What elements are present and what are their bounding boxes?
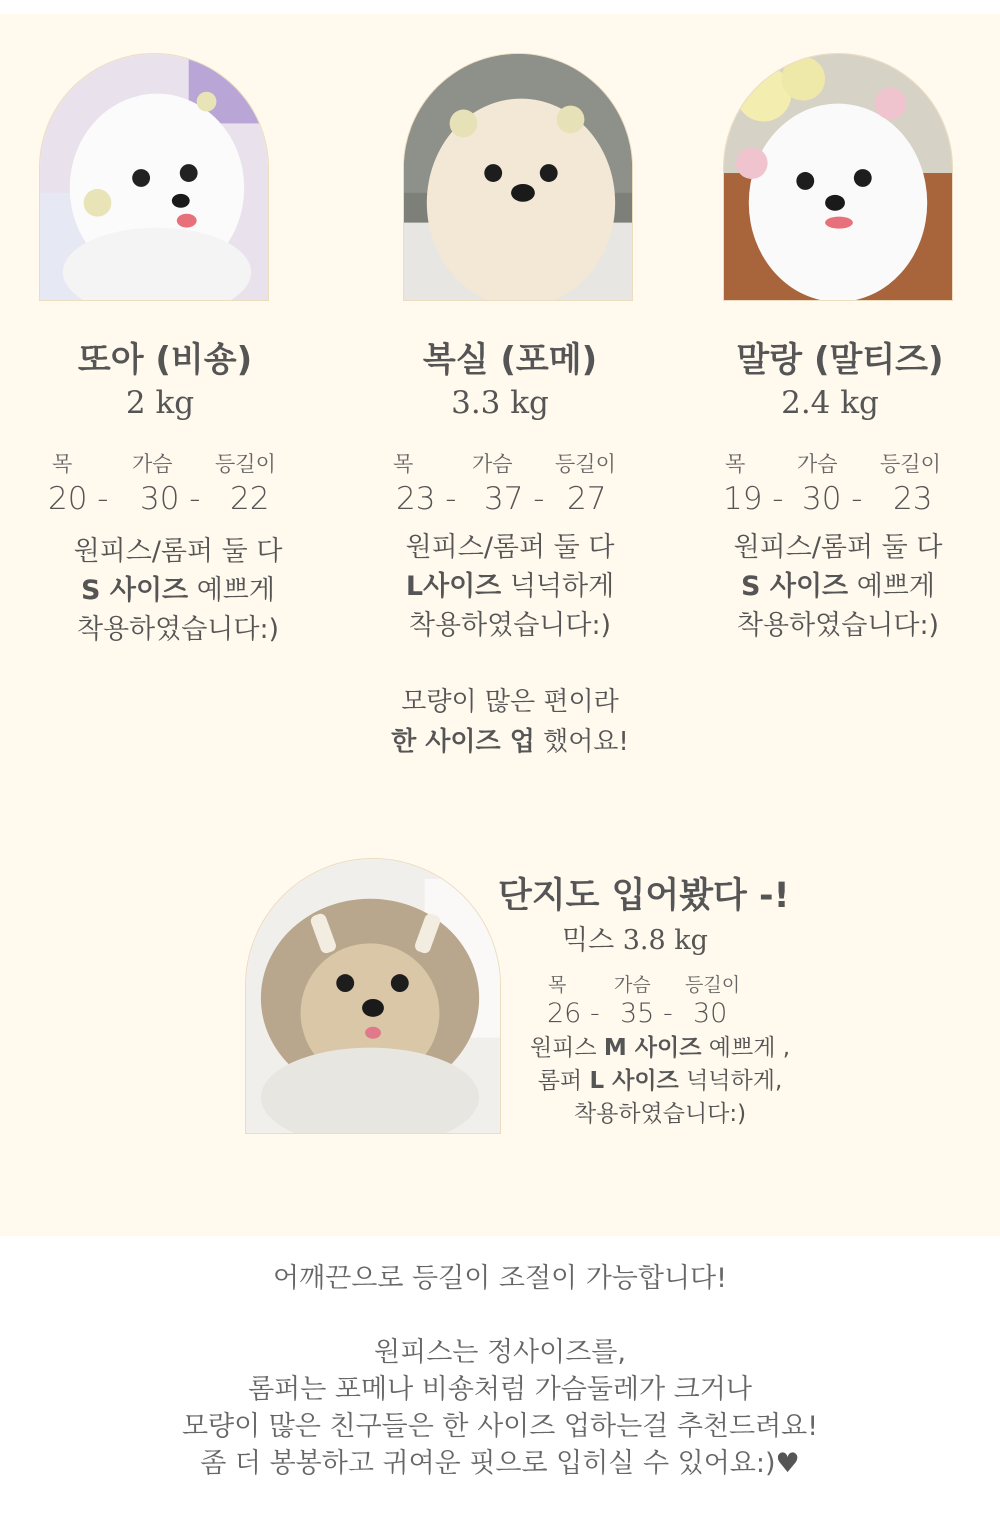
desc-line [360, 567, 660, 606]
bottom-notice [0, 1260, 1000, 1482]
value-back-length: 30 [693, 998, 728, 1029]
value-neck: 19 - [723, 481, 784, 517]
size-recommend-line [0, 1445, 1000, 1482]
dog-name-malang: 말랑 (말티즈) [736, 340, 944, 380]
size-highlight: L사이즈 [405, 571, 502, 602]
label-chest: 가슴 [472, 452, 513, 476]
size-highlight: M 사이즈 [603, 1035, 702, 1061]
dog-weight-malang: 2.4 kg [781, 385, 879, 421]
dog-name-ttoa: 또아 (비숑) [77, 340, 253, 380]
dog-photo-danji [245, 858, 501, 1134]
heart-icon: ♥ [775, 1448, 800, 1479]
note-line: 모량이 많은 편이라 [401, 687, 619, 717]
value-neck: 26 - [547, 998, 600, 1029]
size-highlight: S 사이즈 [741, 571, 849, 602]
danji-weight: 믹스 3.8 kg [562, 925, 708, 956]
desc-text: 넉넉하게, [678, 1068, 783, 1094]
desc-line [495, 1032, 825, 1065]
label-back-length: 등길이 [555, 452, 616, 476]
label-neck: 목 [52, 452, 73, 476]
desc-text: 원피스 [529, 1035, 604, 1061]
dog-desc-boksil [360, 528, 660, 645]
dog-name-boksil: 복실 (포메) [422, 340, 598, 380]
desc-line [28, 571, 328, 610]
label-chest: 가슴 [797, 452, 838, 476]
desc-line: 원피스/롬퍼 둘 다 [73, 536, 283, 567]
dog-weight-ttoa: 2 kg [125, 385, 195, 421]
label-neck: 목 [548, 974, 567, 996]
desc-rest: 예쁘게 [848, 571, 935, 602]
desc-text: 예쁘게 , [701, 1035, 791, 1061]
strap-adjust-note: 어깨끈으로 등길이 조절이 가능합니다! [273, 1263, 727, 1294]
size-highlight: L 사이즈 [589, 1068, 679, 1094]
label-back-length: 등길이 [880, 452, 941, 476]
value-chest: 30 - [802, 481, 863, 517]
size-highlight: S 사이즈 [81, 575, 189, 606]
label-neck: 목 [393, 452, 414, 476]
desc-rest: 넉넉하게 [501, 571, 615, 602]
desc-line: 착용하였습니다:) [736, 610, 940, 641]
dog-photo-malang [723, 53, 953, 301]
dog-photo-ttoa [39, 53, 269, 301]
value-neck: 23 - [396, 481, 457, 517]
label-chest: 가슴 [614, 974, 651, 996]
desc-line: 착용하였습니다:) [573, 1101, 747, 1127]
label-back-length: 등길이 [215, 452, 276, 476]
label-back-length: 등길이 [685, 974, 741, 996]
desc-line: 착용하였습니다:) [76, 614, 280, 645]
desc-line: 착용하였습니다:) [408, 610, 612, 641]
closing-text: 좀 더 봉봉하고 귀여운 핏으로 입히실 수 있어요:) [200, 1448, 776, 1479]
dog-desc-malang [688, 528, 988, 645]
label-chest: 가슴 [132, 452, 173, 476]
dog-weight-boksil: 3.3 kg [451, 385, 549, 421]
danji-title: 단지도 입어봤다 -! [498, 876, 790, 916]
pome-size-note [300, 682, 720, 762]
size-up-highlight: 한 사이즈 업 [391, 727, 535, 757]
dog-desc-ttoa [28, 532, 328, 649]
label-neck: 목 [725, 452, 746, 476]
value-back-length: 23 [893, 481, 933, 517]
desc-rest: 예쁘게 [188, 575, 275, 606]
note-rest: 했어요! [534, 727, 629, 757]
note-line [300, 722, 720, 762]
desc-line [495, 1065, 825, 1098]
value-neck: 20 - [48, 481, 109, 517]
desc-line: 원피스/롬퍼 둘 다 [405, 532, 615, 563]
desc-line [688, 567, 988, 606]
size-recommend-line: 롬퍼는 포메나 비숑처럼 가슴둘레가 크거나 [248, 1374, 752, 1405]
value-chest: 37 - [484, 481, 545, 517]
dog-photo-boksil [403, 53, 633, 301]
size-recommend-line: 원피스는 정사이즈를, [374, 1337, 626, 1368]
desc-line: 원피스/롬퍼 둘 다 [733, 532, 943, 563]
value-back-length: 22 [230, 481, 270, 517]
value-chest: 30 - [140, 481, 201, 517]
danji-desc [495, 1032, 825, 1131]
value-back-length: 27 [567, 481, 607, 517]
desc-text: 롬퍼 [537, 1068, 590, 1094]
size-recommend-line: 모량이 많은 친구들은 한 사이즈 업하는걸 추천드려요! [181, 1411, 819, 1442]
value-chest: 35 - [620, 998, 673, 1029]
